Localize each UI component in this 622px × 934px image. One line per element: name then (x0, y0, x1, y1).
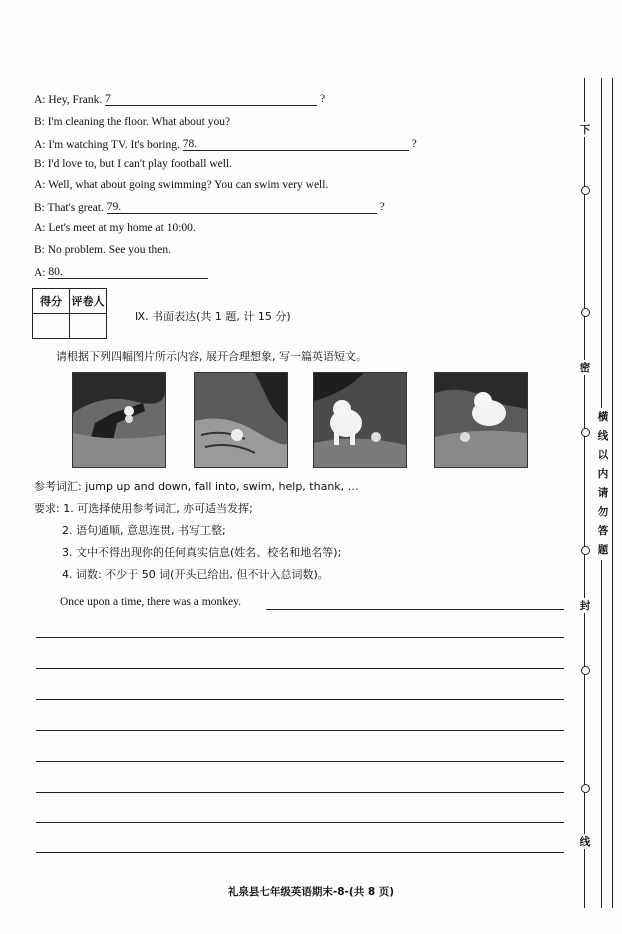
seal-char-xian: 线 (577, 834, 593, 849)
binding-circle (581, 666, 590, 675)
writing-line[interactable] (36, 792, 564, 793)
dialogue-line-5: A: Well, what about going swimming? You can swim very well. (34, 179, 329, 191)
essay-opening: Once upon a time, there was a monkey. (60, 596, 241, 608)
writing-line[interactable] (36, 730, 564, 731)
answer-blank-78[interactable]: 78. ? (182, 138, 417, 150)
requirement-3: 3. 文中不得出现你的任何真实信息(姓名、校名和地名等); (62, 546, 342, 559)
seal-char-mi: 密 (577, 360, 593, 375)
writing-line[interactable] (36, 699, 564, 700)
writing-line[interactable] (266, 596, 564, 610)
binding-circle (581, 784, 590, 793)
requirement-4: 4. 词数: 不少于 50 词(开头已给出, 但不计入总词数)。 (62, 568, 329, 581)
binding-circle (581, 428, 590, 437)
writing-line[interactable] (36, 668, 564, 669)
binding-circle (581, 308, 590, 317)
picture-4-dog-helps-monkey (434, 372, 528, 468)
binding-line-edge (612, 78, 613, 908)
dialogue-line-4: B: I'd love to, but I can't play football well. (34, 158, 233, 170)
requirement-2: 2. 语句通顺, 意思连贯, 书写工整; (62, 524, 226, 537)
picture-2-monkey-in-water (194, 372, 288, 468)
dialogue-line-1: A: Hey, Frank. 7 ? (34, 93, 326, 106)
writing-line[interactable] (36, 852, 564, 853)
instruction-text: 请根据下列四幅图片所示内容, 展开合理想象, 写一篇英语短文。 (56, 350, 367, 363)
dialogue-line-8: B: No problem. See you then. (34, 244, 172, 256)
score-box (32, 288, 107, 339)
score-label: 得分 (33, 289, 70, 314)
writing-line[interactable] (36, 822, 564, 823)
grader-cell (70, 314, 107, 339)
writing-line[interactable] (36, 761, 564, 762)
page-footer: 礼泉县七年级英语期末-8-(共 8 页) (227, 886, 395, 898)
picture-1-monkey-in-tree (72, 372, 166, 468)
binding-circle (581, 186, 590, 195)
section-title: Ⅸ. 书面表达(共 1 题, 计 15 分) (135, 310, 291, 323)
dialogue-line-6: B: That's great. 79. ? (34, 201, 385, 214)
seal-char-xia: 下 (577, 122, 593, 137)
binding-circle (581, 546, 590, 555)
requirement-1: 要求: 1. 可选择使用参考词汇, 亦可适当发挥; (34, 502, 253, 515)
dialogue-line-7: A: Let's meet at my home at 10:00. (34, 222, 196, 234)
answer-blank-79[interactable]: 79. ? (106, 201, 385, 213)
dialogue-line-2: B: I'm cleaning the floor. What about you? (34, 116, 231, 128)
answer-blank-80[interactable]: 80. (48, 265, 208, 279)
writing-line[interactable] (36, 637, 564, 638)
answer-blank-77[interactable]: 7 ? (105, 93, 326, 105)
reference-vocabulary: 参考词汇: jump up and down, fall into, swim, help, thank, … (34, 480, 359, 493)
dialogue-line-3: A: I'm watching TV. It's boring. 78. ? (34, 138, 417, 151)
dialogue-line-9: A: 80. (34, 265, 208, 279)
seal-char-feng: 封 (577, 598, 593, 613)
binding-warning: 横线以内请勿答题 (596, 408, 610, 560)
picture-3-dog-sees-monkey (313, 372, 407, 468)
score-cell (33, 314, 70, 339)
grader-label: 评卷人 (70, 289, 107, 314)
